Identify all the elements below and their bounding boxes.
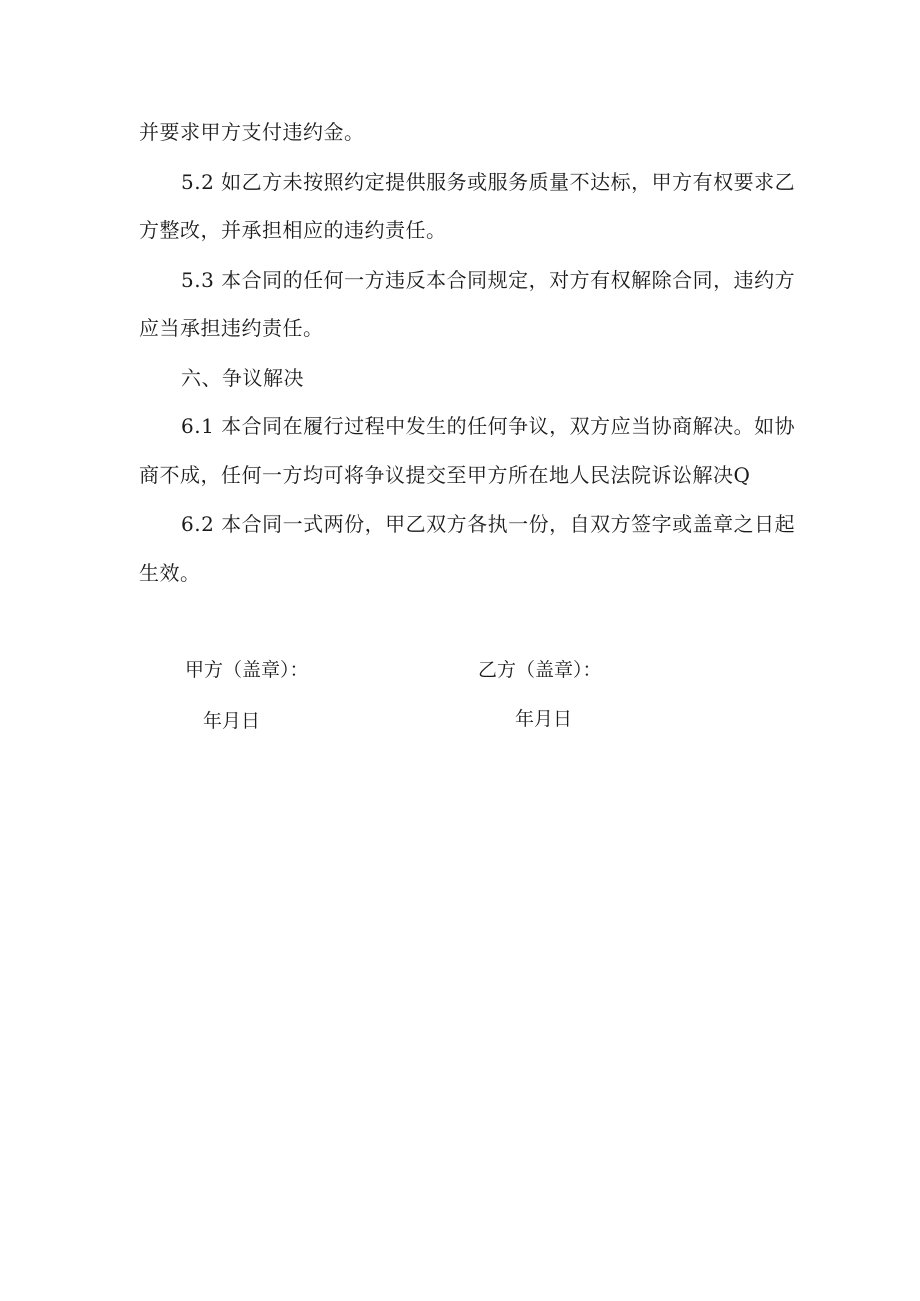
clause-6-1-line-1: 6.1 本合同在履行过程中发生的任何争议，双方应当协商解决。如协: [181, 414, 796, 438]
section-heading-dispute: 六、争议解决: [181, 366, 304, 390]
party-a-seal-label: 甲方（盖章）：: [185, 659, 309, 681]
clause-5-3-line-1: 5.3 本合同的任何一方违反本合同规定，对方有权解除合同，违约方: [181, 268, 796, 292]
clause-5-2-line-2: 方整改，并承担相应的违约责任。: [139, 218, 447, 242]
clause-6-2-line-1: 6.2 本合同一式两份，甲乙双方各执一份，自双方签字或盖章之日起: [181, 512, 796, 536]
party-a-date: 年月日: [203, 710, 261, 732]
party-b-seal-label: 乙方（盖章）：: [478, 659, 602, 681]
clause-5-2-line-1: 5.2 如乙方未按照约定提供服务或服务质量不达标，甲方有权要求乙: [181, 170, 796, 194]
clause-6-1-line-2: 商不成，任何一方均可将争议提交至甲方所在地人民法院诉讼解决Q: [139, 463, 751, 487]
paragraph-line: 并要求甲方支付违约金。: [139, 120, 365, 144]
clause-5-3-line-2: 应当承担违约责任。: [139, 316, 324, 340]
clause-6-2-line-2: 生效。: [139, 561, 201, 585]
party-b-date: 年月日: [515, 708, 573, 730]
